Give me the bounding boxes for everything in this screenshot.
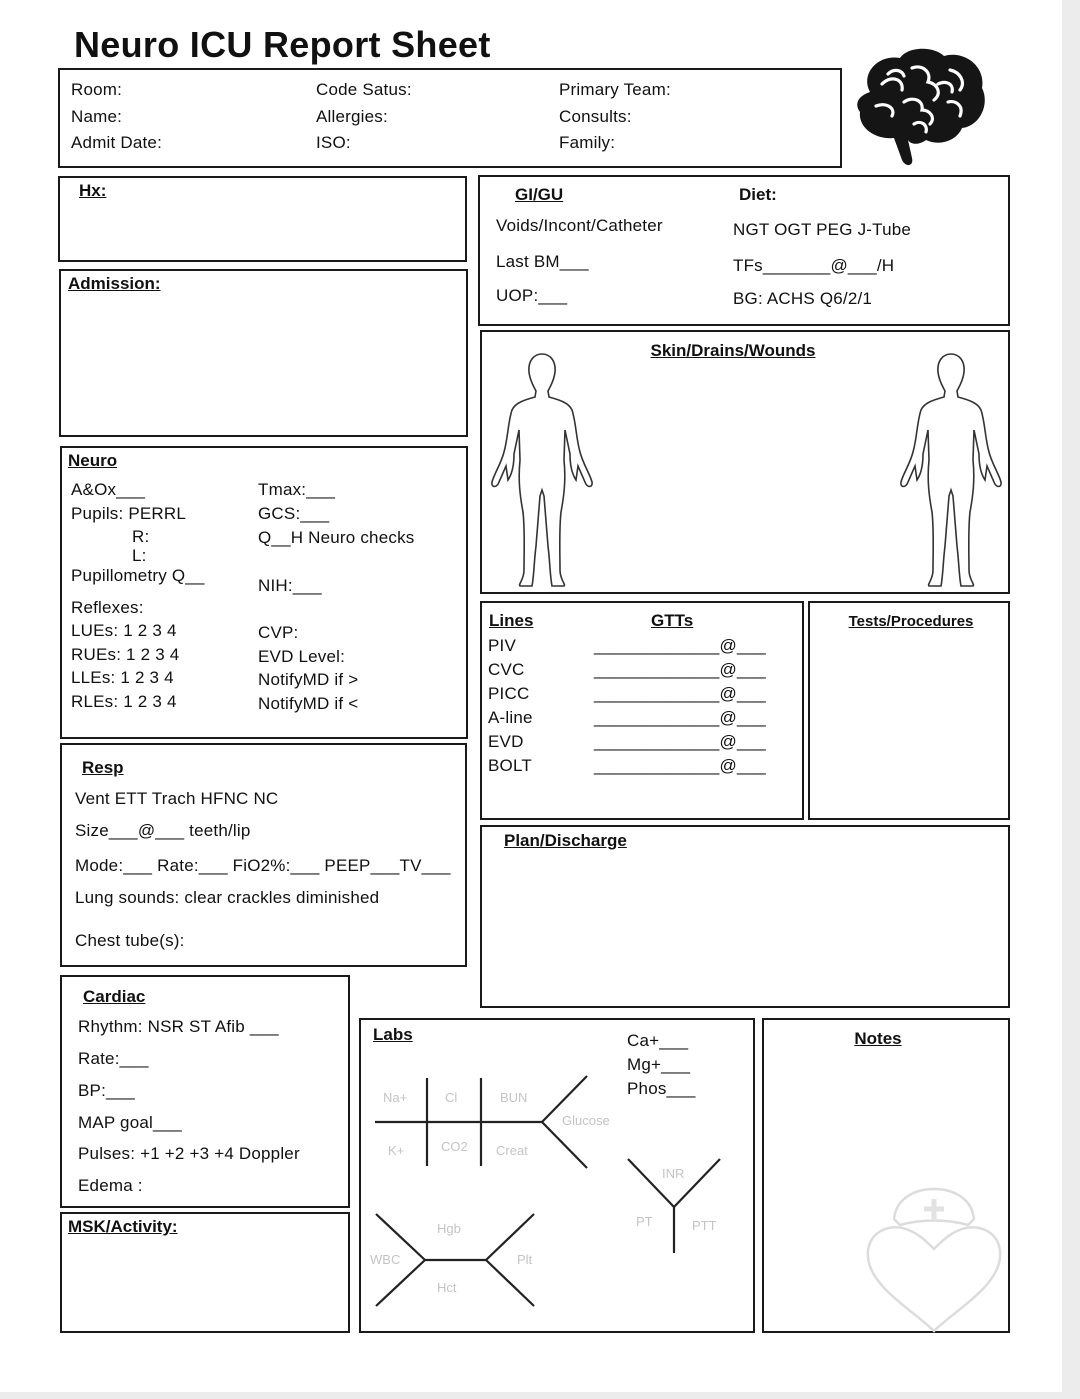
neuro-reflexes: Reflexes: xyxy=(71,598,144,617)
hx-box xyxy=(58,176,467,262)
code-status-label: Code Satus: xyxy=(316,80,412,99)
neuro-notify-lt: NotifyMD if < xyxy=(258,694,359,713)
line-blank-bolt: _____________@___ xyxy=(594,756,766,775)
labs-phos: Phos___ xyxy=(627,1079,696,1098)
diet-bg-line: BG: ACHS Q6/2/1 xyxy=(733,289,873,308)
labs-heading: Labs xyxy=(373,1025,413,1044)
bmp-na: Na+ xyxy=(383,1090,408,1105)
neuro-pupil-r: R: xyxy=(132,527,150,546)
line-blank-cvc: _____________@___ xyxy=(594,660,766,679)
msk-heading: MSK/Activity: xyxy=(68,1217,178,1236)
resp-chest-tubes: Chest tube(s): xyxy=(75,931,185,950)
diet-tf-line: TFs_______@___/H xyxy=(733,256,895,275)
lines-heading: Lines xyxy=(489,611,534,630)
brain-icon xyxy=(852,44,990,170)
resp-heading: Resp xyxy=(82,758,124,777)
body-outline-back-icon xyxy=(899,350,1003,588)
bmp-co2: CO2 xyxy=(441,1139,468,1154)
gigu-heading: GI/GU xyxy=(515,185,564,204)
line-blank-picc: _____________@___ xyxy=(594,684,766,703)
admission-heading: Admission: xyxy=(68,274,161,293)
skin-heading: Skin/Drains/Wounds xyxy=(650,341,816,360)
neuro-gcs: GCS:___ xyxy=(258,504,330,523)
consults-label: Consults: xyxy=(559,107,632,126)
neuro-heading: Neuro xyxy=(68,451,118,470)
cardiac-pulses: Pulses: +1 +2 +3 +4 Doppler xyxy=(78,1144,300,1163)
patient-info-box xyxy=(58,68,842,168)
labs-mg: Mg+___ xyxy=(627,1055,691,1074)
nurse-heart-watermark-icon xyxy=(864,1185,1004,1333)
neuro-rles: RLEs: 1 2 3 4 xyxy=(71,692,177,711)
primary-team-label: Primary Team: xyxy=(559,80,671,99)
diet-heading: Diet: xyxy=(739,185,777,204)
plan-box xyxy=(480,825,1010,1008)
tests-box xyxy=(808,601,1010,820)
neuro-notify-gt: NotifyMD if > xyxy=(258,670,359,689)
bmp-creat: Creat xyxy=(496,1143,528,1158)
neuro-lles: LLEs: 1 2 3 4 xyxy=(71,668,174,687)
notes-heading: Notes xyxy=(854,1029,902,1048)
cbc-wbc: WBC xyxy=(370,1252,401,1267)
coag-pt: PT xyxy=(636,1214,653,1229)
resp-size: Size___@___ teeth/lip xyxy=(75,821,251,840)
line-blank-evd: _____________@___ xyxy=(594,732,766,751)
cardiac-edema: Edema : xyxy=(78,1176,143,1195)
uop-line: UOP:___ xyxy=(496,286,568,305)
cardiac-rate: Rate:___ xyxy=(78,1049,149,1068)
neuro-checks: Q__H Neuro checks xyxy=(258,528,415,547)
resp-settings: Mode:___ Rate:___ FiO2%:___ PEEP___TV___ xyxy=(75,856,451,875)
cbc-hgb: Hgb xyxy=(437,1221,461,1236)
line-blank-piv: _____________@___ xyxy=(594,636,766,655)
resp-devices: Vent ETT Trach HFNC NC xyxy=(75,789,279,808)
line-aline: A-line xyxy=(488,708,533,727)
bmp-glucose: Glucose xyxy=(562,1113,610,1128)
last-bm-line: Last BM___ xyxy=(496,252,589,271)
labs-ca: Ca+___ xyxy=(627,1031,689,1050)
coag-ptt: PTT xyxy=(692,1218,717,1233)
cbc-hct: Hct xyxy=(437,1280,457,1295)
gtts-heading: GTTs xyxy=(651,611,694,630)
neuro-evd-level: EVD Level: xyxy=(258,647,346,666)
line-cvc: CVC xyxy=(488,660,525,679)
neuro-nih: NIH:___ xyxy=(258,576,322,595)
plan-heading: Plan/Discharge xyxy=(504,831,627,850)
room-label: Room: xyxy=(71,80,123,99)
cardiac-bp: BP:___ xyxy=(78,1081,135,1100)
neuro-pupils: Pupils: PERRL xyxy=(71,504,187,523)
resp-lung-sounds: Lung sounds: clear crackles diminished xyxy=(75,888,380,907)
neuro-aox: A&Ox___ xyxy=(71,480,146,499)
neuro-rues: RUEs: 1 2 3 4 xyxy=(71,645,180,664)
cardiac-map-goal: MAP goal___ xyxy=(78,1113,182,1132)
diet-tube-line: NGT OGT PEG J-Tube xyxy=(733,220,912,239)
body-outline-front-icon xyxy=(490,350,594,588)
family-label: Family: xyxy=(559,133,616,152)
line-picc: PICC xyxy=(488,684,530,703)
cardiac-rhythm: Rhythm: NSR ST Afib ___ xyxy=(78,1017,279,1036)
neuro-pupillometry: Pupillometry Q__ xyxy=(71,566,205,585)
page-title: Neuro ICU Report Sheet xyxy=(74,24,491,65)
hx-heading: Hx: xyxy=(79,181,107,200)
bmp-cl: Cl xyxy=(445,1090,458,1105)
line-bolt: BOLT xyxy=(488,756,532,775)
line-piv: PIV xyxy=(488,636,517,655)
neuro-cvp: CVP: xyxy=(258,623,299,642)
coag-inr: INR xyxy=(662,1166,685,1181)
name-label: Name: xyxy=(71,107,123,126)
iso-label: ISO: xyxy=(316,133,351,152)
line-evd: EVD xyxy=(488,732,524,751)
cardiac-heading: Cardiac xyxy=(83,987,146,1006)
neuro-lues: LUEs: 1 2 3 4 xyxy=(71,621,177,640)
cbc-plt: Plt xyxy=(517,1252,533,1267)
line-blank-aline: _____________@___ xyxy=(594,708,766,727)
tests-heading: Tests/Procedures xyxy=(848,613,974,630)
allergies-label: Allergies: xyxy=(316,107,388,126)
neuro-pupil-l: L: xyxy=(132,546,147,565)
neuro-tmax: Tmax:___ xyxy=(258,480,336,499)
bmp-bun: BUN xyxy=(500,1090,528,1105)
admission-box xyxy=(59,269,468,437)
voids-line: Voids/Incont/Catheter xyxy=(496,216,663,235)
admit-date-label: Admit Date: xyxy=(71,133,163,152)
bmp-k: K+ xyxy=(388,1143,405,1158)
